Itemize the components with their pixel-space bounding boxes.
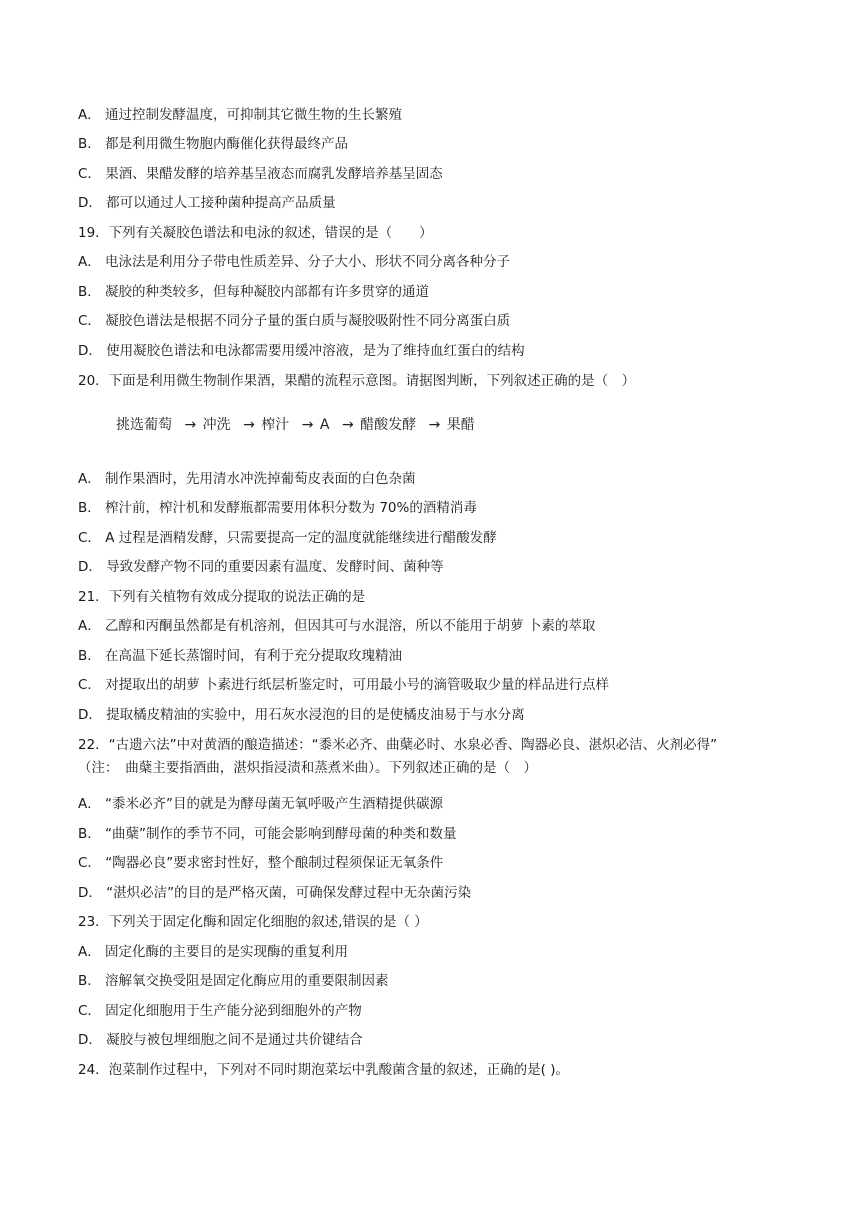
flow-step-4: A <box>319 417 330 433</box>
option-d-text: D． 都可以通过人工接种菌种提高产品质量 <box>78 195 336 211</box>
flow-arrow-icon: → <box>243 417 255 433</box>
q21-option-d: D． 提取橘皮精油的实验中，用石灰水浸泡的目的是使橘皮油易于与水分离 <box>78 707 525 723</box>
flow-arrow-icon: → <box>428 417 441 433</box>
question-23: 23．下列关于固定化酶和固定化细胞的叙述,错误的是（ ） <box>78 914 428 930</box>
q20-option-a: A． 制作果酒时，先用清水冲洗掉葡萄皮表面的白色杂菌 <box>78 471 416 487</box>
q20-option-b: B． 榨汁前，榨汁机和发酵瓶都需要用体积分数为 70%的酒精消毒 <box>78 500 477 516</box>
q21-option-b: B． 在高温下延长蒸馏时间，有利于充分提取玫瑰精油 <box>78 648 403 664</box>
flow-step-1: 挑选葡萄 <box>116 417 172 433</box>
option-b-text: B． 都是利用微生物胞内酶催化获得最终产品 <box>78 136 349 152</box>
q23-option-b: B． 溶解氧交换受阻是固定化酶应用的重要限制因素 <box>78 973 389 989</box>
flow-step-3: 榨汁 <box>261 417 290 433</box>
option-c-text: C． 果酒、果醋发酵的培养基呈液态而腐乳发酵培养基呈固态 <box>78 166 443 182</box>
q23-option-c: C． 固定化细胞用于生产能分泌到细胞外的产物 <box>78 1003 362 1019</box>
q19-option-b: B． 凝胶的种类较多，但每种凝胶内部都有许多贯穿的通道 <box>78 284 430 300</box>
q20-option-d: D． 导致发酵产物不同的重要因素有温度、发酵时间、菌种等 <box>78 559 444 575</box>
flow-arrow-icon: → <box>184 417 197 433</box>
q21-option-c: C． 对提取出的胡萝 卜素进行纸层析鉴定时，可用最小号的滴管吸取少量的样品进行点样 <box>78 677 610 693</box>
question-24: 24．泡菜制作过程中，下列对不同时期泡菜坛中乳酸菌含量的叙述，正确的是( )。 <box>78 1062 570 1078</box>
question-19: 19．下列有关凝胶色谱法和电泳的叙述，错误的是（ ） <box>78 225 433 241</box>
flow-step-6: 果醋 <box>446 417 475 433</box>
q21-option-a: A． 乙醇和丙酮虽然都是有机溶剂，但因其可与水混溶，所以不能用于胡萝 卜素的萃取 <box>78 618 596 634</box>
q23-option-a: A． 固定化酶的主要目的是实现酶的重复利用 <box>78 944 349 960</box>
option-a-text: A． 通过控制发酵温度，可抑制其它微生物的生长繁殖 <box>78 107 403 123</box>
q22-option-b: B． “曲蘖”制作的季节不同，可能会影响到酵母菌的种类和数量 <box>78 826 457 842</box>
flow-step-2: 冲洗 <box>202 417 231 433</box>
question-20: 20．下面是利用微生物制作果酒，果醋的流程示意图。请据图判断，下列叙述正确的是（ ） <box>78 373 636 389</box>
q20-option-c: C． A 过程是酒精发酵，只需要提高一定的温度就能继续进行醋酸发酵 <box>78 530 497 546</box>
q19-option-a: A． 电泳法是利用分子带电性质差异、分子大小、形状不同分离各种分子 <box>78 254 511 270</box>
flow-diagram <box>116 414 475 436</box>
question-22-note: （注： 曲蘖主要指酒曲，湛炽指浸渍和蒸煮米曲）。下列叙述正确的是（ ） <box>78 760 537 776</box>
question-22: 22．“古遗六法”中对黄酒的酿造描述：“黍米必齐、曲蘖必时、水泉必香、陶器必良、湛炽必洁、火剂必得” <box>78 737 718 753</box>
q19-option-d: D． 使用凝胶色谱法和电泳都需要用缓冲溶液，是为了维持血红蛋白的结构 <box>78 343 525 359</box>
q22-option-c: C． “陶器必良”要求密封性好，整个酿制过程须保证无氧条件 <box>78 855 444 871</box>
q19-option-c: C． 凝胶色谱法是根据不同分子量的蛋白质与凝胶吸附性不同分离蛋白质 <box>78 313 511 329</box>
question-21: 21．下列有关植物有效成分提取的说法正确的是 <box>78 589 366 605</box>
flow-arrow-icon: → <box>301 417 314 433</box>
q22-option-a: A． “黍米必齐”目的就是为酵母菌无氧呼吸产生酒精提供碳源 <box>78 796 444 812</box>
flow-step-5: 醋酸发酵 <box>360 417 417 433</box>
q23-option-d: D． 凝胶与被包埋细胞之间不是通过共价键结合 <box>78 1032 363 1048</box>
q22-option-d: D． “湛炽必洁”的目的是严格灭菌，可确保发酵过程中无杂菌污染 <box>78 885 472 901</box>
flow-arrow-icon: → <box>341 417 354 433</box>
